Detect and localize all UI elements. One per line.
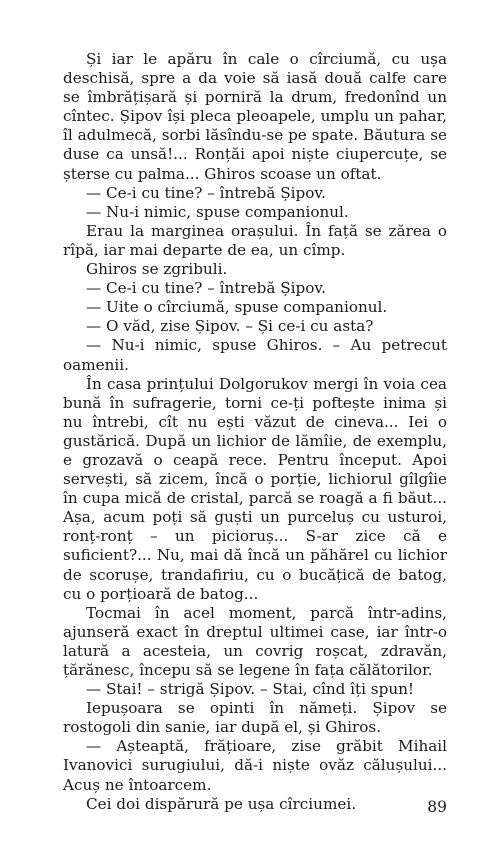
paragraph: Și iar le apăru în cale o cîrciumă, cu ușa deschisă, spre a da voie să iasă două calfe care se îmbrățișară și porniră la drum, fredonînd un cîntec. Șipov își pleca pleoapele, umplu un pahar, îl adulmecă, sorbi lăsîndu-se pe spate. Băutura se duse ca unsă!... Ronțăi apoi niște ciupercuțe, se șterse cu palma... Ghiros scoase un oftat. — [63, 50, 447, 183]
paragraph: Tocmai în acel moment, parcă într-adins, ajunseră exact în dreptul ultimei case, iar într-o latură a acesteia, un covrig roșcat, zdravăn, țărănesc, începu să se legene în fața călătorilor. — [63, 603, 447, 679]
paragraph: Iepușoara se opinti în nămeți. Șipov se rostogoli din sanie, iar după el, și Ghiros. — [63, 699, 447, 737]
dialogue-line: — Stai! – strigă Șipov. – Stai, cînd îți spun! — [86, 680, 414, 699]
dialogue-line: — Ce-i cu tine? – întrebă Șipov. — [86, 183, 327, 202]
page-body — [63, 50, 447, 814]
dialogue-line: — Nu-i nimic, spuse Ghiros. – Au petrecut oamenii. — [63, 336, 447, 374]
dialogue-line: — Nu-i nimic, spuse companionul. — [86, 202, 349, 221]
dialogue-line: — O văd, zise Șipov. – Și ce-i cu asta? — [86, 317, 374, 336]
dialogue-line: — Așteaptă, frățioare, zise grăbit Mihail Ivanovici surugiului, dă-i niște ovăz călușului... Acuș ne întoarcem. — [63, 737, 447, 794]
paragraph: Erau la marginea orașului. În față se zărea o rîpă, iar mai departe de ea, un cîmp. — [63, 221, 447, 259]
paragraph: Ghiros se zgribuli. — [86, 260, 228, 279]
dialogue-line: — Uite o cîrciumă, spuse companionul. — [86, 298, 388, 317]
paragraph: Cei doi dispărură pe ușa cîrciumei. — [86, 794, 357, 813]
paragraph: În casa prințului Dolgorukov mergi în voia cea bună în sufragerie, torni ce-ți poftește inima și nu întrebi, cît nu ești văzut de cineva... Iei o gustărică. După un lichior de lămîie, de exemplu, e grozavă o ceapă rece. Pentru început. Apoi servești, să zicem, încă o porție, lichiorul gîlgîie în cupa mică de cristal, parcă se roagă a fi băut... Așa, acum poți să guști un purceluș cu usturoi, ronț-ronț – un picioruș... S-ar zice că e suficient?... Nu, mai dă încă un păhărel cu lichior de scorușe, trandafiriu, cu o bucățică de batog, cu o porțioară de batog... — [63, 374, 447, 603]
dialogue-line: — Ce-i cu tine? – întrebă Șipov. — [86, 279, 327, 298]
page-number: 89 — [427, 798, 447, 816]
